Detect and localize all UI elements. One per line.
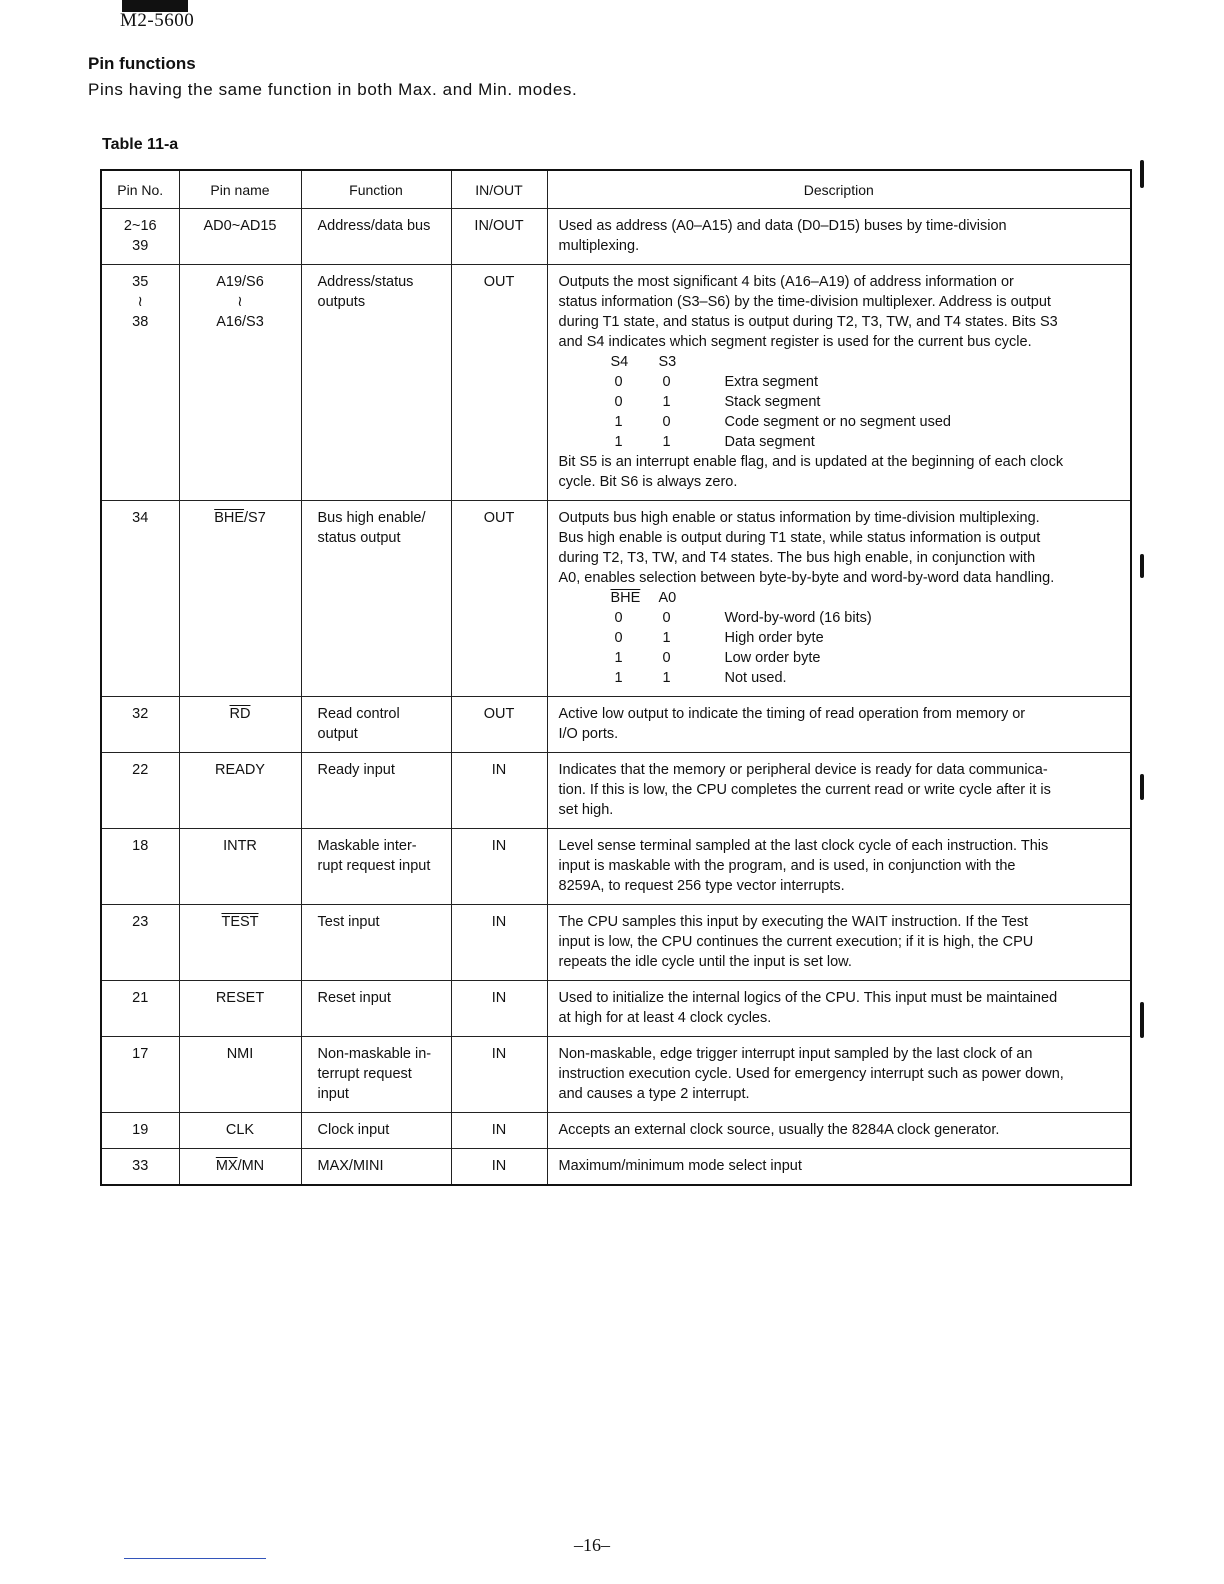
description-cell: [547, 1113, 1131, 1149]
pin-no: 39: [132, 238, 149, 254]
pin-no-cell: [101, 905, 179, 981]
code-meaning: High order byte: [724, 630, 824, 646]
code-bit-a: 0: [614, 374, 623, 390]
function-cell: [301, 1037, 451, 1113]
table-row: [101, 829, 1131, 905]
function-text: Bus high enable/: [317, 510, 426, 526]
code-meaning: Code segment or no segment used: [724, 414, 951, 430]
description-line: at high for at least 4 clock cycles.: [558, 1010, 772, 1026]
pin-name-cell: [179, 1113, 301, 1149]
code-col-b: S3: [658, 354, 677, 370]
description-cell: [547, 1149, 1131, 1186]
function-text: Reset input: [317, 990, 391, 1006]
in-out-cell: IN/OUT: [451, 209, 547, 265]
pin-no-cell: [101, 501, 179, 697]
pin-no-cell: [101, 829, 179, 905]
description-line: A0, enables selection between byte-by-byte and word-by-word data handling.: [558, 570, 1055, 586]
code-meaning: Stack segment: [724, 394, 821, 410]
code-row: [559, 392, 1123, 412]
description-line: I/O ports.: [558, 726, 619, 742]
table-row: [101, 501, 1131, 697]
description-cell: [547, 981, 1131, 1037]
code-meaning: Data segment: [724, 434, 815, 450]
pin-name: A19/S6: [216, 274, 264, 290]
code-meaning: Not used.: [724, 670, 787, 686]
function-cell: [301, 981, 451, 1037]
code-col-a: S4: [610, 354, 629, 370]
pin-name-cell: [179, 501, 301, 697]
code-bit-b: 1: [662, 670, 671, 686]
table-row: [101, 1149, 1131, 1186]
description-line: during T1 state, and status is output during T2, T3, TW, and T4 states. Bits S3: [558, 314, 1058, 330]
code-row: [559, 432, 1123, 452]
in-out-cell: IN: [451, 981, 547, 1037]
description-line: Indicates that the memory or peripheral device is ready for data communica-: [558, 762, 1048, 778]
description-line: Level sense terminal sampled at the last clock cycle of each instruction. This: [558, 838, 1049, 854]
pin-no: 2~16: [123, 218, 157, 234]
pin-name-cell: [179, 1037, 301, 1113]
pin-no-cell: [101, 265, 179, 501]
header-function: Function: [301, 170, 451, 209]
description-line: The CPU samples this input by executing the WAIT instruction. If the Test: [558, 914, 1029, 930]
pin-no-cell: [101, 981, 179, 1037]
code-meaning: Extra segment: [724, 374, 818, 390]
pin-name-overbar: TEST: [221, 914, 259, 930]
pin-name: AD0~AD15: [203, 218, 277, 234]
table-row: [101, 209, 1131, 265]
code-bit-b: 0: [662, 610, 671, 626]
description-line: during T2, T3, TW, and T4 states. The bus high enable, in conjunction with: [558, 550, 1036, 566]
table-row: [101, 753, 1131, 829]
pin-name: NMI: [226, 1046, 254, 1062]
section-intro: Pins having the same function in both Max. and Min. modes.: [88, 80, 578, 99]
description-cell: [547, 753, 1131, 829]
pin-no-cell: [101, 753, 179, 829]
code-row: [559, 608, 1123, 628]
description-line: Non-maskable, edge trigger interrupt input sampled by the last clock of an: [558, 1046, 1033, 1062]
function-text: MAX/MINI: [317, 1158, 384, 1174]
code-row: [559, 648, 1123, 668]
function-text: Address/data bus: [317, 218, 431, 234]
table-row: [101, 265, 1131, 501]
pin-name: CLK: [225, 1122, 255, 1138]
function-text: terrupt request: [317, 1066, 412, 1082]
function-text: Address/status: [317, 274, 414, 290]
description-line: Maximum/minimum mode select input: [558, 1158, 802, 1174]
code-row: [559, 372, 1123, 392]
function-cell: [301, 265, 451, 501]
pin-name-cell: [179, 753, 301, 829]
description-cell: [547, 209, 1131, 265]
description-cell: [547, 1037, 1131, 1113]
pin-functions-table: [100, 169, 1132, 1186]
footer-rule: [124, 1558, 266, 1559]
description-line: Bus high enable is output during T1 state, while status information is output: [558, 530, 1041, 546]
code-bit-b: 1: [662, 394, 671, 410]
pin-no: 22: [132, 762, 149, 778]
function-text: rupt request input: [317, 858, 431, 874]
pin-name: A16/S3: [216, 314, 264, 330]
function-text: Maskable inter-: [317, 838, 417, 854]
pin-name-cell: [179, 697, 301, 753]
code-table-header: [559, 352, 1123, 372]
function-text: input: [317, 1086, 349, 1102]
description-line: Used to initialize the internal logics of the CPU. This input must be maintained: [558, 990, 1058, 1006]
code-table-header: [559, 588, 1123, 608]
function-text: Clock input: [317, 1122, 390, 1138]
description-line: Accepts an external clock source, usually the 8284A clock generator.: [558, 1122, 1000, 1138]
table-row: [101, 905, 1131, 981]
code-bit-b: 1: [662, 630, 671, 646]
pin-name-cell: [179, 265, 301, 501]
function-cell: [301, 753, 451, 829]
function-text: Non-maskable in-: [317, 1046, 432, 1062]
code-bit-a: 0: [614, 610, 623, 626]
pin-no: 32: [132, 706, 149, 722]
pin-name: [186, 508, 295, 528]
code-bit-a: 1: [614, 434, 623, 450]
function-cell: [301, 829, 451, 905]
pin-name: [186, 704, 295, 724]
function-cell: [301, 1113, 451, 1149]
code-row: [559, 668, 1123, 688]
pin-name-overbar: $\overline{BHE}$: [214, 510, 245, 526]
in-out-cell: OUT: [451, 697, 547, 753]
code-bit-b: 0: [662, 374, 671, 390]
header-description: Description: [547, 170, 1131, 209]
pin-name: ≀: [237, 294, 243, 310]
scan-mark: [1140, 160, 1144, 188]
code-bit-a: 1: [614, 650, 623, 666]
code-col-a: $\overline{BHE}$: [610, 590, 641, 606]
description-line: Active low output to indicate the timing of read operation from memory or: [558, 706, 1026, 722]
description-line: input is maskable with the program, and is used, in conjunction with the: [558, 858, 1016, 874]
code-bit-b: 1: [662, 434, 671, 450]
pin-no: 38: [132, 314, 149, 330]
description-cell: [547, 501, 1131, 697]
function-text: outputs: [317, 294, 366, 310]
description-line: set high.: [558, 802, 614, 818]
section-title: Pin functions: [88, 54, 196, 73]
pin-no-cell: [101, 1149, 179, 1186]
description-line: instruction execution cycle. Used for emergency interrupt such as power down,: [558, 1066, 1064, 1082]
description-line: and causes a type 2 interrupt.: [558, 1086, 750, 1102]
pin-name-overbar: $\overline{MX}$: [215, 1158, 238, 1174]
function-text: Test input: [317, 914, 380, 930]
pin-name: [186, 912, 295, 932]
table-row: [101, 1037, 1131, 1113]
function-text: Ready input: [317, 762, 395, 778]
pin-name: [186, 1156, 295, 1176]
function-cell: [301, 905, 451, 981]
pin-name-cell: [179, 209, 301, 265]
pin-name-cell: [179, 981, 301, 1037]
pin-no-cell: [101, 697, 179, 753]
description-line: Used as address (A0–A15) and data (D0–D15) buses by time-division: [558, 218, 1007, 234]
scan-mark: [1140, 1002, 1144, 1038]
pin-no: ≀: [137, 294, 143, 310]
page-number: –16–: [574, 1535, 610, 1555]
code-bit-b: 0: [662, 650, 671, 666]
header-pin-no: Pin No.: [101, 170, 179, 209]
pin-no: 23: [132, 914, 149, 930]
pin-no: 21: [132, 990, 149, 1006]
function-text: output: [317, 726, 358, 742]
in-out-cell: OUT: [451, 265, 547, 501]
code-bit-a: 1: [614, 414, 623, 430]
pin-no: 19: [132, 1122, 149, 1138]
pin-no: 34: [132, 510, 149, 526]
pin-name-suffix: /MN: [237, 1158, 265, 1174]
pin-no-cell: [101, 1037, 179, 1113]
description-line: input is low, the CPU continues the current execution; if it is high, the CPU: [558, 934, 1034, 950]
description-line: multiplexing.: [558, 238, 640, 254]
function-text: Read control: [317, 706, 400, 722]
scan-mark: [1140, 774, 1144, 800]
in-out-cell: IN: [451, 905, 547, 981]
function-text: status output: [317, 530, 401, 546]
description-line: tion. If this is low, the CPU completes the current read or write cycle after it is: [558, 782, 1051, 798]
table-header-row: [101, 170, 1131, 209]
pin-no: 18: [132, 838, 149, 854]
description-line: cycle. Bit S6 is always zero.: [558, 474, 738, 490]
description-cell: [547, 905, 1131, 981]
description-line: Outputs the most significant 4 bits (A16–A19) of address information or: [558, 274, 1014, 290]
pin-no: 33: [132, 1158, 149, 1174]
code-col-b: A0: [658, 590, 677, 606]
pin-name: READY: [215, 762, 265, 778]
scan-mark: [1140, 554, 1144, 578]
description-cell: [547, 697, 1131, 753]
pin-no: 35: [132, 274, 149, 290]
header-pin-name: Pin name: [179, 170, 301, 209]
code-bit-a: 0: [614, 630, 623, 646]
code-bit-a: 1: [614, 670, 623, 686]
in-out-cell: IN: [451, 1113, 547, 1149]
description-line: 8259A, to request 256 type vector interrupts.: [558, 878, 845, 894]
function-cell: [301, 1149, 451, 1186]
code-meaning: Word-by-word (16 bits): [724, 610, 872, 626]
in-out-cell: IN: [451, 1037, 547, 1113]
code-bit-b: 0: [662, 414, 671, 430]
table-row: [101, 1113, 1131, 1149]
code-row: [559, 628, 1123, 648]
code-meaning: Low order byte: [724, 650, 821, 666]
in-out-cell: IN: [451, 829, 547, 905]
pin-no: 17: [132, 1046, 149, 1062]
function-cell: [301, 501, 451, 697]
pin-no-cell: [101, 209, 179, 265]
pin-name: INTR: [223, 838, 257, 854]
description-line: and S4 indicates which segment register is used for the current bus cycle.: [558, 334, 1032, 350]
function-cell: [301, 209, 451, 265]
description-cell: [547, 829, 1131, 905]
description-line: repeats the idle cycle until the input is set low.: [558, 954, 852, 970]
pin-name-overbar: $\overline{RD}$: [229, 706, 251, 722]
function-cell: [301, 697, 451, 753]
description-line: Bit S5 is an interrupt enable flag, and is updated at the beginning of each clock: [558, 454, 1064, 470]
code-row: [559, 412, 1123, 432]
table-row: [101, 981, 1131, 1037]
in-out-cell: IN: [451, 1149, 547, 1186]
table-body: [101, 209, 1131, 1186]
in-out-cell: OUT: [451, 501, 547, 697]
in-out-cell: IN: [451, 753, 547, 829]
pin-name-cell: [179, 905, 301, 981]
description-cell: [547, 265, 1131, 501]
pin-name-cell: [179, 829, 301, 905]
description-line: Outputs bus high enable or status information by time-division multiplexing.: [558, 510, 1040, 526]
code-bit-a: 0: [614, 394, 623, 410]
pin-name-cell: [179, 1149, 301, 1186]
pin-name: RESET: [215, 990, 265, 1006]
table-caption: Table 11-a: [102, 136, 179, 153]
description-line: status information (S3–S6) by the time-division multiplexer. Address is output: [558, 294, 1051, 310]
model-number: M2-5600: [120, 10, 195, 31]
pin-name-suffix: /S7: [244, 510, 266, 526]
table-row: [101, 697, 1131, 753]
pin-no-cell: [101, 1113, 179, 1149]
header-in-out: IN/OUT: [451, 170, 547, 209]
